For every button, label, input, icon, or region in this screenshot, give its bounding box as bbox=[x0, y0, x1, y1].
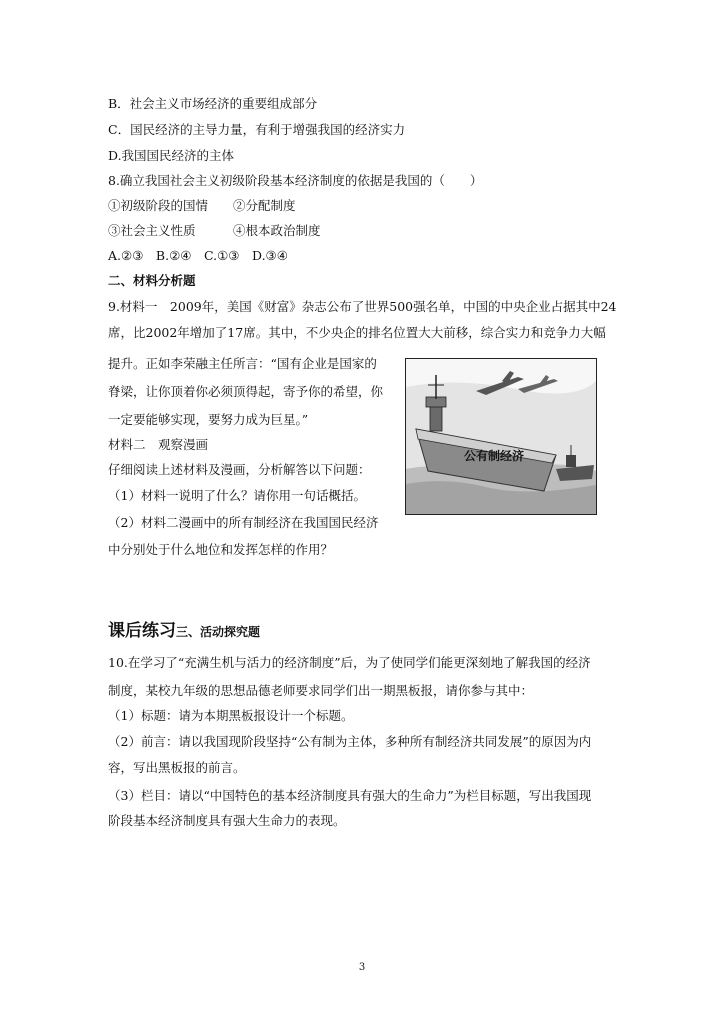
question-10-line6: （3）栏目：请以“中国特色的基本经济制度具有强大的生命力”为栏目标题，写出我国现 bbox=[108, 788, 592, 803]
question-9-line1: 9.材料一 2009年，美国《财富》杂志公布了世界500强名单，中国的中央企业占据其中24 bbox=[108, 299, 617, 314]
question-9-line4: 脊梁，让你顶着你必须顶得起，寄予你的希望，你 bbox=[108, 384, 384, 399]
question-9-line5: 一定要能够实现，要努力成为巨星。” bbox=[108, 412, 309, 427]
question-10-line1: 10.在学习了“充满生机与活力的经济制度”后，为了使同学们能更深刻地了解我国的经济 bbox=[108, 655, 591, 670]
question-8-stem: 8.确立我国社会主义初级阶段基本经济制度的依据是我国的（ ） bbox=[108, 173, 483, 188]
question-9-line2: 席，比2002年增加了17席。其中，不少央企的排名位置大大前移，综合实力和竞争力大幅 bbox=[108, 325, 606, 340]
aircraft-carrier-illustration bbox=[406, 359, 596, 514]
question-9-line9: （2）材料二漫画中的所有制经济在我国国民经济 bbox=[108, 515, 379, 530]
cartoon-image bbox=[405, 358, 597, 515]
page-number: 3 bbox=[358, 962, 366, 973]
question-9-line7: 仔细阅读上述材料及漫画，分析解答以下问题： bbox=[108, 462, 371, 477]
option-c: C．国民经济的主导力量，有利于增强我国的经济实力 bbox=[108, 122, 406, 137]
question-9-line8: （1）材料一说明了什么？请你用一句话概括。 bbox=[108, 488, 366, 503]
after-class-title: 课后练习 bbox=[108, 621, 176, 641]
question-8-row2: ③社会主义性质 ④根本政治制度 bbox=[108, 223, 321, 238]
question-9-line10: 中分别处于什么地位和发挥怎样的作用？ bbox=[108, 542, 334, 557]
section-2-title: 二、材料分析题 bbox=[108, 273, 196, 288]
question-8-choices: A.②③ B.②④ C.①③ D.③④ bbox=[108, 248, 288, 263]
section-3-title: 三、活动探究题 bbox=[176, 625, 261, 639]
question-8-row1: ①初级阶段的国情 ②分配制度 bbox=[108, 198, 296, 213]
option-b: B．社会主义市场经济的重要组成部分 bbox=[108, 96, 318, 111]
question-10-line2: 制度，某校九年级的思想品德老师要求同学们出一期黑板报，请你参与其中： bbox=[108, 683, 534, 698]
ship-label: 公有制经济 bbox=[464, 449, 525, 463]
question-9-line6: 材料二 观察漫画 bbox=[108, 437, 209, 452]
option-d: D.我国国民经济的主体 bbox=[108, 148, 235, 163]
question-10-line4: （2）前言：请以我国现阶段坚持“公有制为主体，多种所有制经济共同发展”的原因为内 bbox=[108, 734, 592, 749]
question-9-line3: 提升。正如李荣融主任所言：“国有企业是国家的 bbox=[108, 356, 377, 371]
question-10-line3: （1）标题：请为本期黑板报设计一个标题。 bbox=[108, 708, 354, 723]
question-10-line5: 容，写出黑板报的前言。 bbox=[108, 760, 246, 775]
question-10-line7: 阶段基本经济制度具有强大生命力的表现。 bbox=[108, 813, 346, 828]
after-class-heading bbox=[108, 622, 260, 641]
